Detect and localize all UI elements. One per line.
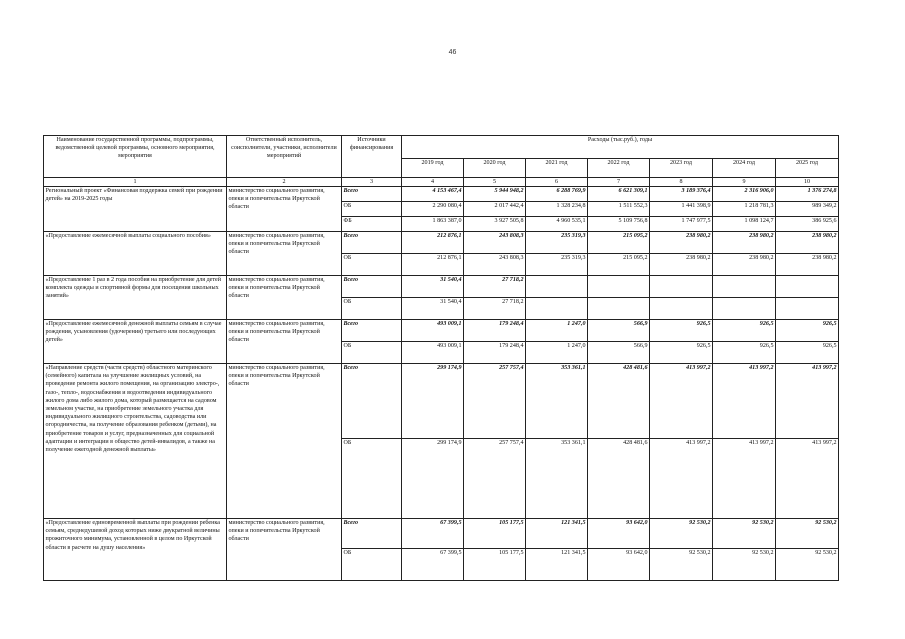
executor: министерство социального развития, опеки и попечительства Иркутской области xyxy=(227,276,342,320)
column-number: 5 xyxy=(464,178,526,187)
expense-value: 212 876,1 xyxy=(402,254,464,276)
expense-value: 413 997,2 xyxy=(650,364,713,439)
expense-value: 413 997,2 xyxy=(776,439,839,519)
header-year: 2025 год xyxy=(776,159,839,178)
expense-value: 238 980,2 xyxy=(650,232,713,254)
expense-value: 1 218 781,3 xyxy=(713,202,776,217)
expense-value xyxy=(588,298,650,320)
expense-value: 121 341,5 xyxy=(526,519,588,549)
expense-value: 1 376 274,8 xyxy=(776,187,839,202)
expense-value: 243 808,3 xyxy=(464,254,526,276)
header-year: 2021 год xyxy=(526,159,588,178)
funding-source: ОБ xyxy=(342,549,402,581)
expense-value: 257 757,4 xyxy=(464,439,526,519)
expense-value: 989 349,2 xyxy=(776,202,839,217)
funding-source: Всего xyxy=(342,232,402,254)
expense-value: 1 747 977,5 xyxy=(650,217,713,232)
expense-value: 2 017 442,4 xyxy=(464,202,526,217)
funding-source: Всего xyxy=(342,519,402,549)
budget-table xyxy=(43,135,839,581)
table-row xyxy=(44,276,839,298)
header-name: Наименование государственной программы, подпрограммы, ведомственной целевой программы, основного мероприятия, мероприятия xyxy=(44,136,227,178)
executor: министерство социального развития, опеки и попечительства Иркутской области xyxy=(227,187,342,232)
expense-value: 105 177,5 xyxy=(464,549,526,581)
expense-value: 105 177,5 xyxy=(464,519,526,549)
expense-value: 926,5 xyxy=(776,342,839,364)
expense-value: 5 109 756,8 xyxy=(588,217,650,232)
expense-value: 27 718,2 xyxy=(464,276,526,298)
expense-value: 566,9 xyxy=(588,342,650,364)
expense-value: 428 481,6 xyxy=(588,439,650,519)
funding-source: ОБ xyxy=(342,254,402,276)
column-number-row xyxy=(44,178,839,187)
funding-source: ОБ xyxy=(342,342,402,364)
expense-value: 92 530,2 xyxy=(650,549,713,581)
funding-source: ФБ xyxy=(342,217,402,232)
expense-value: 3 189 376,4 xyxy=(650,187,713,202)
expense-value: 1 863 387,0 xyxy=(402,217,464,232)
expense-value: 1 328 234,8 xyxy=(526,202,588,217)
expense-value: 3 927 505,8 xyxy=(464,217,526,232)
expense-value: 93 642,0 xyxy=(588,519,650,549)
expense-value: 179 248,4 xyxy=(464,320,526,342)
funding-source: Всего xyxy=(342,276,402,298)
expense-value: 1 511 552,3 xyxy=(588,202,650,217)
table-row xyxy=(44,364,839,439)
expense-value: 353 361,1 xyxy=(526,364,588,439)
funding-source: ОБ xyxy=(342,298,402,320)
header-year: 2022 год xyxy=(588,159,650,178)
expense-value: 413 997,2 xyxy=(776,364,839,439)
expense-value: 238 980,2 xyxy=(713,232,776,254)
column-number: 2 xyxy=(227,178,342,187)
expense-value: 215 095,2 xyxy=(588,254,650,276)
header-expenses: Расходы (тыс.руб.), годы xyxy=(402,136,839,159)
expense-value xyxy=(526,276,588,298)
expense-value: 926,5 xyxy=(776,320,839,342)
page-number: 46 xyxy=(448,49,457,56)
table-row xyxy=(44,232,839,254)
expense-value: 926,5 xyxy=(650,342,713,364)
expense-value: 428 481,6 xyxy=(588,364,650,439)
expense-value xyxy=(650,276,713,298)
program-name: Региональный проект «Финансовая поддержка семей при рождении детей» на 2019-2025 годы xyxy=(44,187,227,232)
expense-value: 6 621 309,1 xyxy=(588,187,650,202)
column-number: 10 xyxy=(776,178,839,187)
expense-value: 235 319,3 xyxy=(526,232,588,254)
expense-value: 6 288 769,9 xyxy=(526,187,588,202)
expense-value: 92 530,2 xyxy=(776,519,839,549)
expense-value: 27 718,2 xyxy=(464,298,526,320)
expense-value xyxy=(526,298,588,320)
expense-value: 386 925,6 xyxy=(776,217,839,232)
program-name: «Предоставление ежемесячной денежной выплаты семьям в случае рождения, усыновления (удочерения) третьего или последующих детей» xyxy=(44,320,227,364)
column-number: 8 xyxy=(650,178,713,187)
table-row xyxy=(44,187,839,202)
expense-value: 1 247,0 xyxy=(526,320,588,342)
expense-value: 566,9 xyxy=(588,320,650,342)
expense-value xyxy=(776,298,839,320)
expense-value: 413 997,2 xyxy=(713,439,776,519)
table-row xyxy=(44,320,839,342)
header-year: 2020 год xyxy=(464,159,526,178)
header-year: 2023 год xyxy=(650,159,713,178)
header-executor: Ответственный исполнитель, соисполнители, участники, исполнители мероприятий xyxy=(227,136,342,178)
header-year: 2019 год xyxy=(402,159,464,178)
funding-source: Всего xyxy=(342,364,402,439)
expense-value: 92 530,2 xyxy=(713,549,776,581)
expense-value: 67 399,5 xyxy=(402,549,464,581)
table-row xyxy=(44,519,839,549)
expense-value: 257 757,4 xyxy=(464,364,526,439)
expense-value: 238 980,2 xyxy=(650,254,713,276)
expense-value: 93 642,0 xyxy=(588,549,650,581)
expense-value: 31 540,4 xyxy=(402,276,464,298)
funding-source: Всего xyxy=(342,187,402,202)
expense-value: 353 361,1 xyxy=(526,439,588,519)
expense-value: 4 960 535,1 xyxy=(526,217,588,232)
expense-value xyxy=(650,298,713,320)
expense-value: 926,5 xyxy=(713,320,776,342)
expense-value: 238 980,2 xyxy=(713,254,776,276)
expense-value: 67 399,5 xyxy=(402,519,464,549)
expense-value xyxy=(776,276,839,298)
expense-value xyxy=(713,298,776,320)
expense-value xyxy=(588,276,650,298)
program-name: «Предоставление 1 раз в 2 года пособия на приобретение для детей комплекта одежды и спортивной формы для посещения школьных занятий» xyxy=(44,276,227,320)
funding-source: Всего xyxy=(342,320,402,342)
expense-value: 235 319,3 xyxy=(526,254,588,276)
program-name: «Предоставление ежемесячной выплаты социального пособия» xyxy=(44,232,227,276)
executor: министерство социального развития, опеки и попечительства Иркутской области xyxy=(227,320,342,364)
expense-value: 493 009,1 xyxy=(402,342,464,364)
expense-value: 238 980,2 xyxy=(776,232,839,254)
expense-value xyxy=(713,276,776,298)
expense-value: 299 174,9 xyxy=(402,364,464,439)
column-number: 6 xyxy=(526,178,588,187)
expense-value: 215 095,2 xyxy=(588,232,650,254)
program-name: «Направление средств (части средств) областного материнского (семейного) капитала на улучшение жилищных условий, на проведение ремонта жилого помещения, на организацию электро-, газо-, тепло-, водоснабжения и водоотведения индивидуального жилого дома либо жилого дома, который размещается на садовом земельном участке, на приобретение земельного участка для индивидуального жилищного строительства, садоводства или огородничества, на получение образования ребенком (детьми), на приобретение товаров и услуг, предназначенных для социальной адаптации и интеграции в общество детей-инвалидов, а также на получение ежегодной денежной выплаты» xyxy=(44,364,227,519)
expense-value: 238 980,2 xyxy=(776,254,839,276)
column-number: 9 xyxy=(713,178,776,187)
expense-value: 413 997,2 xyxy=(650,439,713,519)
expense-value: 493 009,1 xyxy=(402,320,464,342)
column-number: 7 xyxy=(588,178,650,187)
column-number: 3 xyxy=(342,178,402,187)
expense-value: 926,5 xyxy=(713,342,776,364)
expense-value: 1 098 124,7 xyxy=(713,217,776,232)
expense-value: 31 540,4 xyxy=(402,298,464,320)
expense-value: 1 441 398,9 xyxy=(650,202,713,217)
program-name: «Предоставление единовременной выплаты при рождении ребенка семьям, среднедушевой доход которых ниже двукратной величины прожиточного минимума, установленной в целом по Иркутской области в расчете на душу населения» xyxy=(44,519,227,581)
header-source: Источники финансирования xyxy=(342,136,402,178)
expense-value: 92 530,2 xyxy=(713,519,776,549)
expense-value: 92 530,2 xyxy=(776,549,839,581)
expense-value: 5 944 948,2 xyxy=(464,187,526,202)
column-number: 1 xyxy=(44,178,227,187)
executor: министерство социального развития, опеки и попечительства Иркутской области xyxy=(227,364,342,519)
executor: министерство социального развития, опеки и попечительства Иркутской области xyxy=(227,519,342,581)
expense-value: 299 174,9 xyxy=(402,439,464,519)
expense-value: 179 248,4 xyxy=(464,342,526,364)
expense-value: 121 341,5 xyxy=(526,549,588,581)
expense-value: 413 997,2 xyxy=(713,364,776,439)
expense-value: 92 530,2 xyxy=(650,519,713,549)
expense-value: 212 876,1 xyxy=(402,232,464,254)
funding-source: ОБ xyxy=(342,202,402,217)
expense-value: 1 247,0 xyxy=(526,342,588,364)
expense-value: 926,5 xyxy=(650,320,713,342)
executor: министерство социального развития, опеки и попечительства Иркутской области xyxy=(227,232,342,276)
header-year: 2024 год xyxy=(713,159,776,178)
expense-value: 4 153 467,4 xyxy=(402,187,464,202)
expense-value: 243 808,3 xyxy=(464,232,526,254)
funding-source: ОБ xyxy=(342,439,402,519)
expense-value: 2 316 906,0 xyxy=(713,187,776,202)
expense-value: 2 290 080,4 xyxy=(402,202,464,217)
column-number: 4 xyxy=(402,178,464,187)
